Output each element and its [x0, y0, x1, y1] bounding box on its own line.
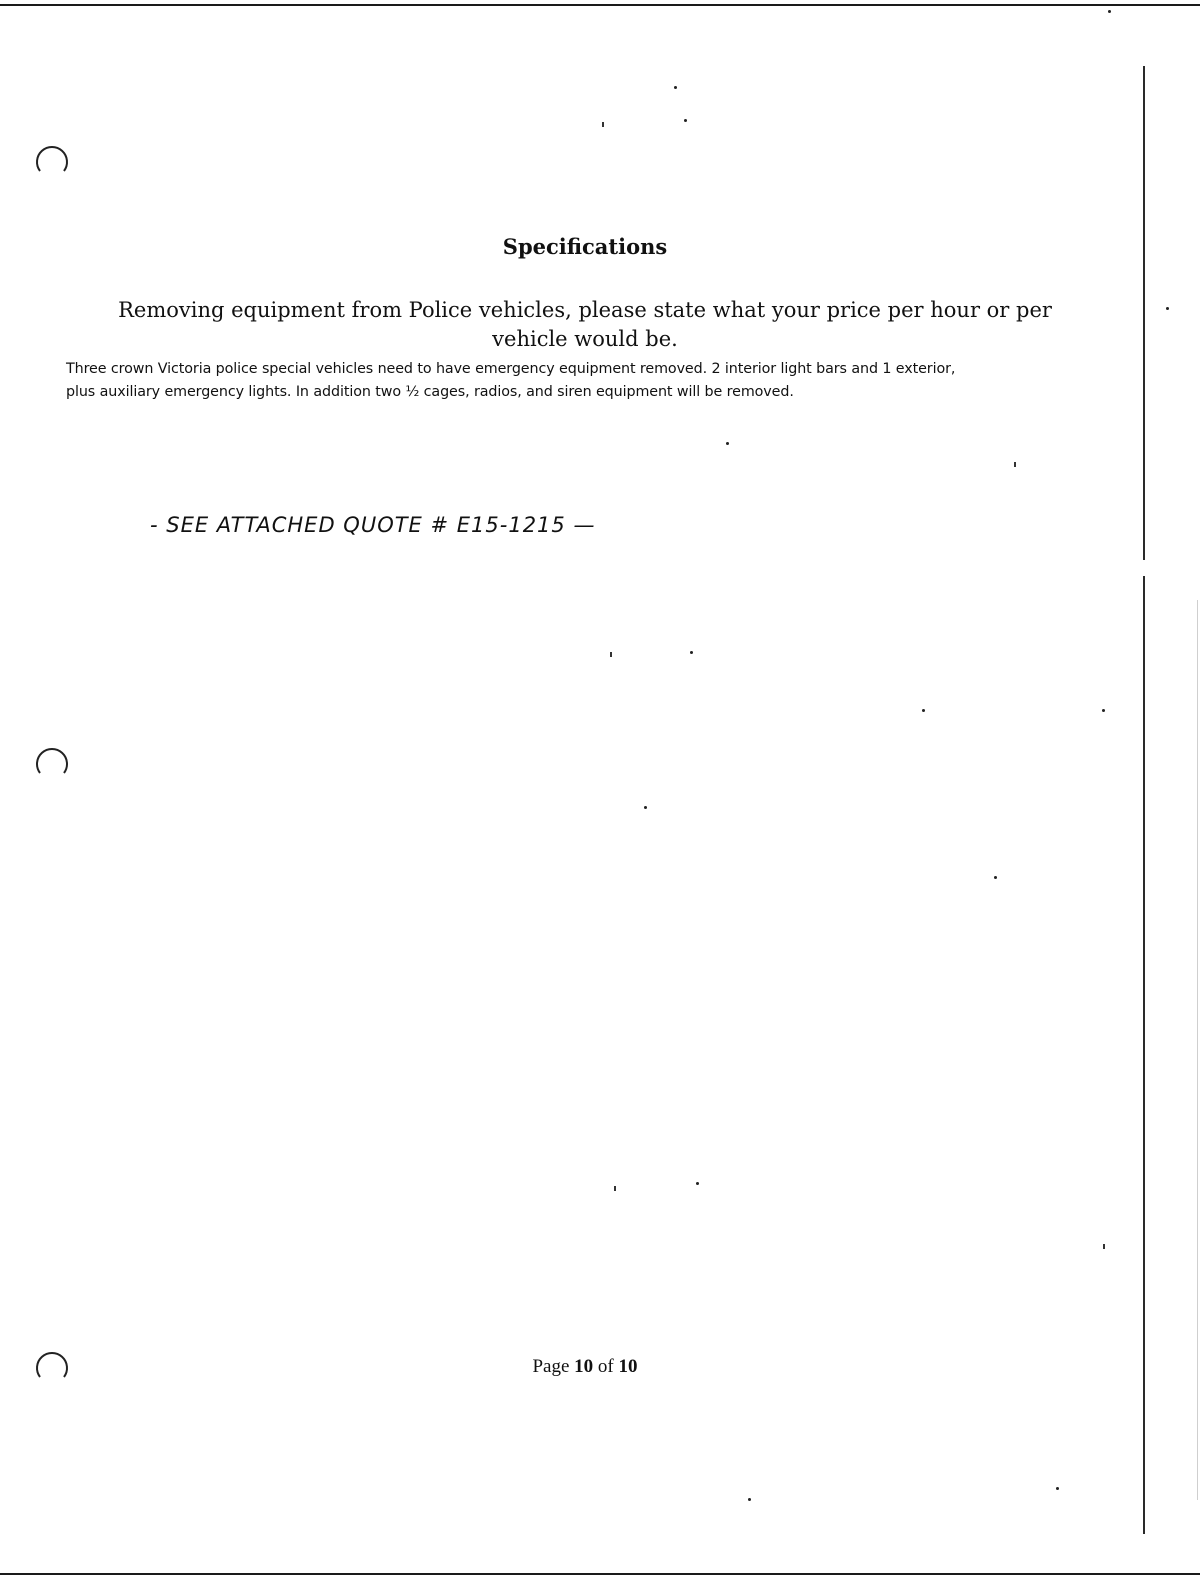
page-title: Specifications	[502, 234, 668, 259]
scan-speck	[1014, 462, 1016, 467]
bottom-scan-border	[0, 1573, 1200, 1575]
handwritten-note-text: - SEE ATTACHED QUOTE # E15-1215 —	[150, 513, 596, 537]
scan-speck	[610, 652, 612, 657]
total-pages-number: 10	[618, 1356, 638, 1377]
description-line: plus auxiliary emergency lights. In addition two ½ cages, radios, and siren equipment will be removed.	[66, 384, 794, 400]
right-edge-line	[1197, 600, 1198, 1500]
handwritten-note	[150, 496, 790, 556]
specification-description	[66, 358, 1126, 404]
scan-speck	[748, 1498, 751, 1501]
scan-speck	[726, 442, 729, 445]
scan-speck	[1108, 10, 1111, 13]
scan-speck	[1103, 1244, 1105, 1249]
scan-speck	[674, 86, 677, 89]
scan-speck	[922, 709, 925, 712]
page-number	[0, 1356, 1170, 1378]
scan-speck	[1166, 307, 1169, 310]
right-margin-line-upper	[1143, 66, 1145, 560]
scan-speck	[690, 651, 693, 654]
scan-speck	[1056, 1487, 1059, 1490]
scan-speck	[602, 122, 604, 127]
page-label: Page	[532, 1356, 570, 1377]
scan-speck	[684, 119, 687, 122]
top-scan-border	[0, 4, 1200, 6]
scan-speck	[614, 1186, 616, 1191]
binder-hole-icon	[34, 138, 70, 174]
binder-hole-icon	[34, 740, 70, 776]
of-label: of	[597, 1356, 614, 1377]
current-page-number: 10	[574, 1356, 594, 1377]
description-line: Three crown Victoria police special vehicles need to have emergency equipment removed. 2 interior light bars and 1 exterior,	[66, 361, 956, 377]
right-margin-line-lower	[1143, 576, 1145, 1534]
scan-speck	[994, 876, 997, 879]
scan-speck	[1102, 709, 1105, 712]
specification-question: Removing equipment from Police vehicles, please state what your price per hour or per vehicle would be.	[118, 298, 1052, 351]
scan-speck	[696, 1182, 699, 1185]
scan-speck	[644, 806, 647, 809]
